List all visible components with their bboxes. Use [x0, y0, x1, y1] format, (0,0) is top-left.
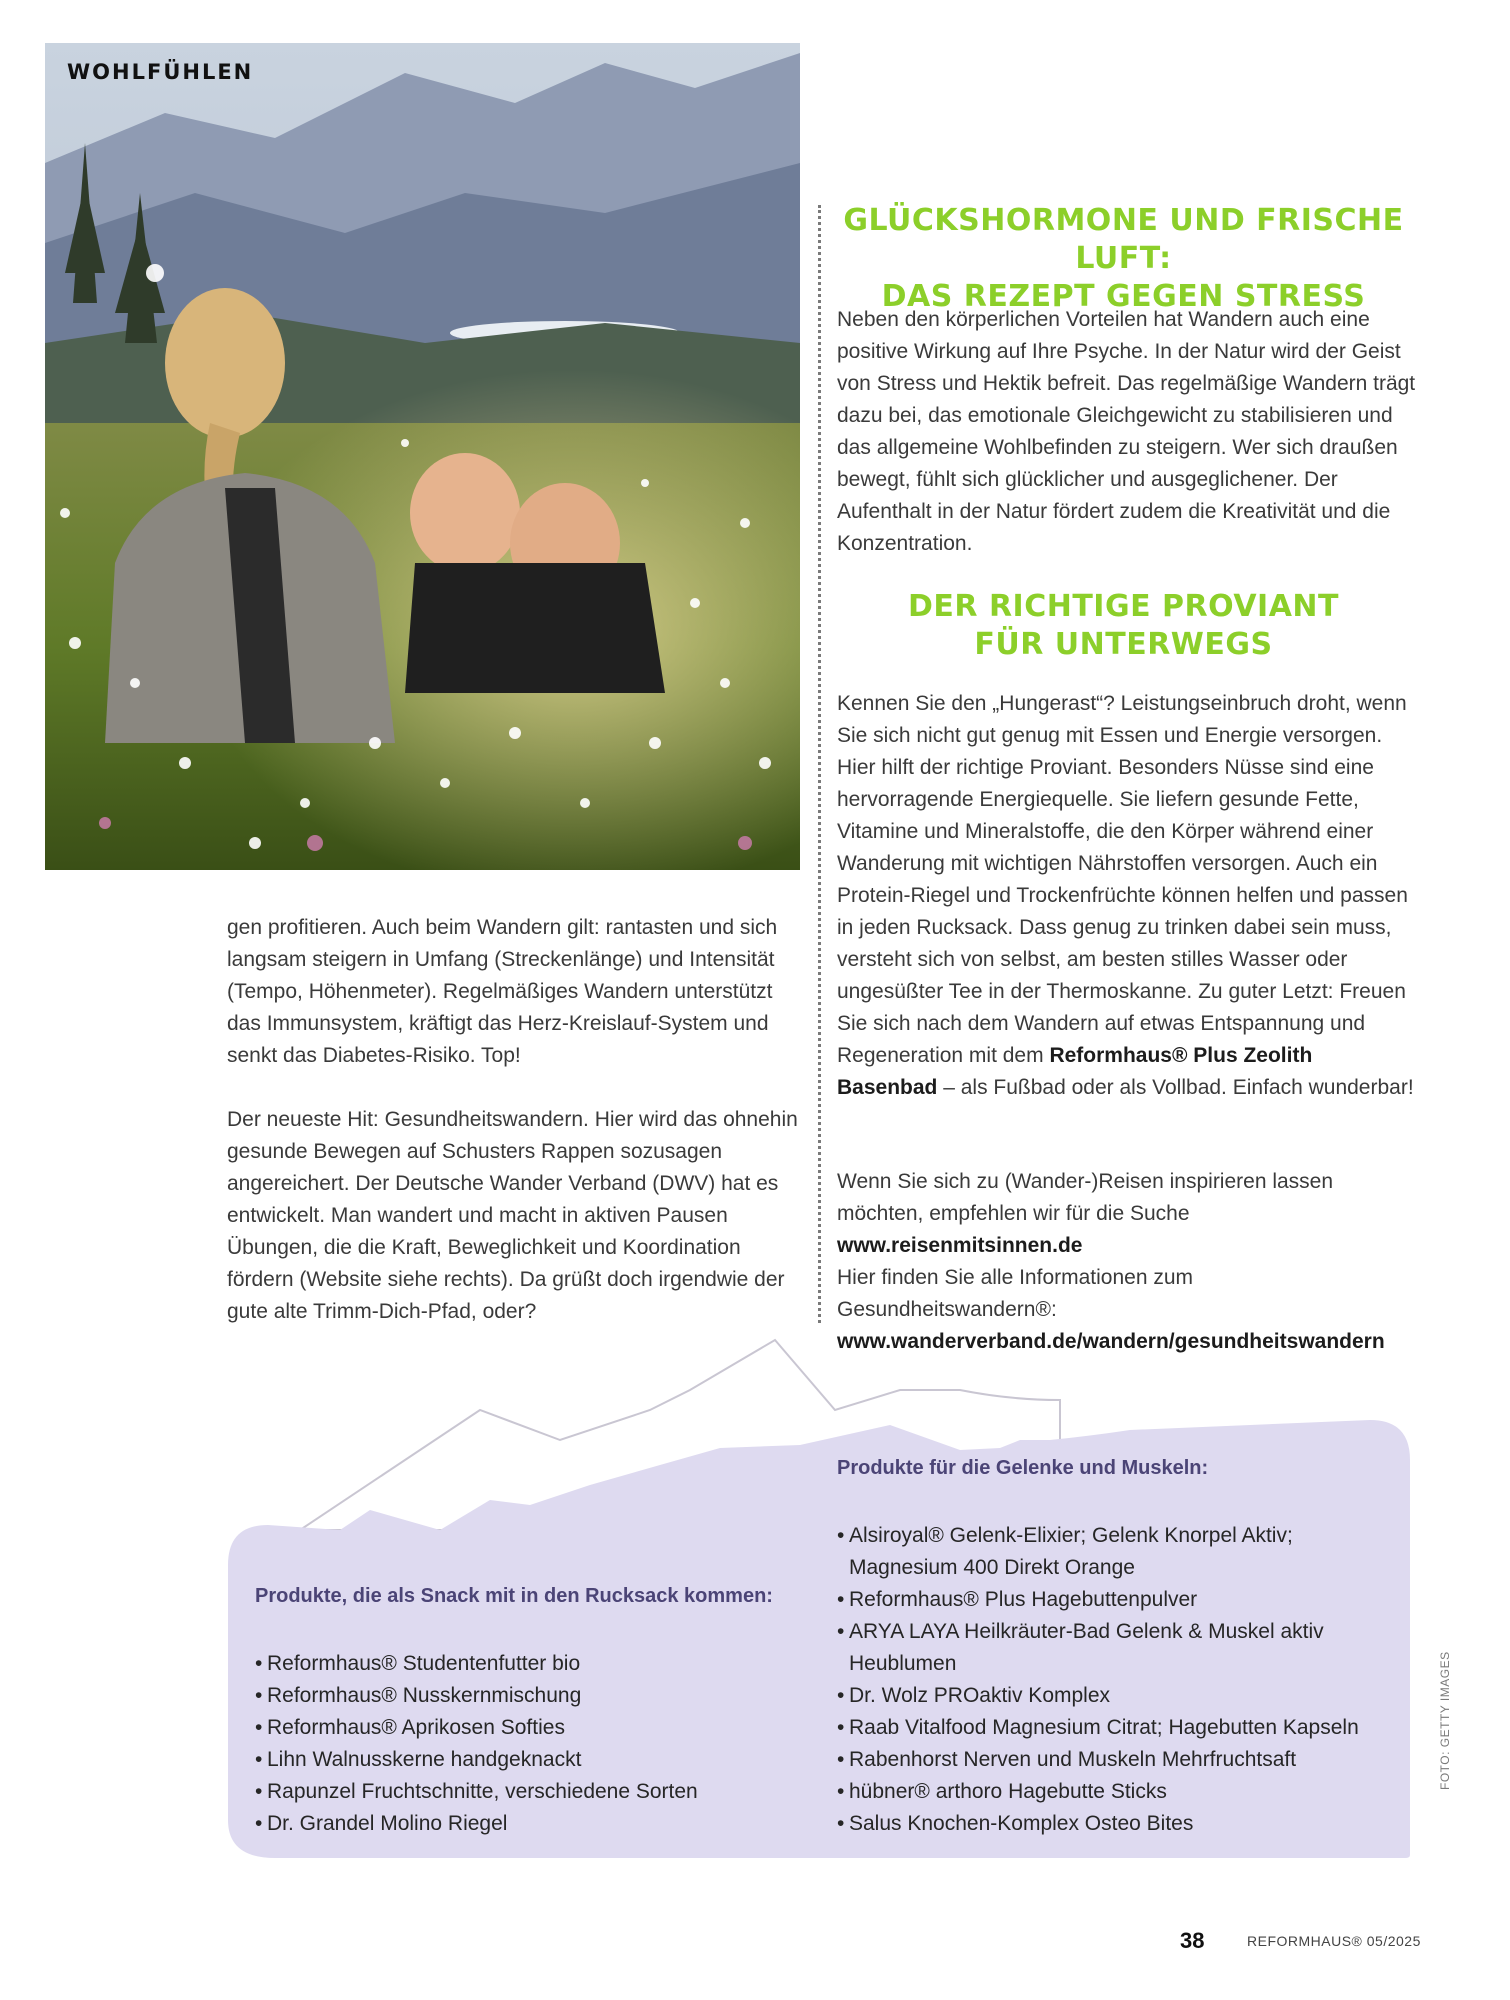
snack-item: • Rapunzel Fruchtschnitte, verschiedene Sorten	[255, 1776, 795, 1808]
right-paragraph-1-block	[837, 304, 1417, 560]
snack-item: • Reformhaus® Studentenfutter bio	[255, 1648, 795, 1680]
snack-product-list	[255, 1648, 795, 1840]
heading-proviant-line2: FÜR UNTERWEGS	[974, 627, 1273, 662]
proviant-text-end: – als Fußbad oder als Vollbad. Einfach wunderbar!	[937, 1076, 1414, 1099]
snack-item: • Reformhaus® Nusskernmischung	[255, 1680, 795, 1712]
joint-item: • Alsiroyal® Gelenk-Elixier; Gelenk Knorpel Aktiv; Magnesium 400 Direkt Orange	[837, 1520, 1377, 1584]
joint-item: • Reformhaus® Plus Hagebuttenpulver	[837, 1584, 1377, 1616]
links-intro: Wenn Sie sich zu (Wander-)Reisen inspirieren lassen möchten, empfehlen wir für die Suche	[837, 1170, 1334, 1225]
joint-item: • Dr. Wolz PROaktiv Komplex	[837, 1680, 1377, 1712]
joint-item: • Salus Knochen-Komplex Osteo Bites	[837, 1808, 1377, 1840]
joint-product-list	[837, 1520, 1377, 1840]
heading-stress	[836, 202, 1411, 316]
proviant-text-start: Kennen Sie den „Hungerast“? Leistungseinbruch droht, wenn Sie sich nicht gut genug mit Essen und Energie versorgen. Hier hilft der richtige Proviant. Besonders Nüsse sind eine hervorragende Energiequelle. Sie liefern gesunde Fette, Vitamine und Mineralstoffe, die den Körper während einer Wanderung mit wichtigen Nährstoffen versorgen. Auch ein Protein-Riegel und Trockenfrüchte können helfen und passen in jeden Rucksack. Dass genug zu trinken dabei sein muss, versteht sich von selbst, am besten stilles Wasser oder ungesüßter Tee in der Thermoskanne. Zu guter Letzt: Freuen Sie sich nach dem Wandern auf etwas Entspannung und Regeneration mit dem	[837, 692, 1408, 1067]
left-paragraph-1: gen profitieren. Auch beim Wandern gilt: rantasten und sich langsam steigern in Umfang (Streckenlänge) und Intensität (Tempo, Höhenmeter). Regelmäßiges Wandern unterstützt das Immunsystem, kräftigt das Herz-Kreislauf-System und senkt das Diabetes-Risiko. Top!	[227, 916, 778, 1067]
snack-box-title: Produkte, die als Snack mit in den Rucksack kommen:	[255, 1585, 773, 1607]
url-reisenmitsinnen[interactable]: www.reisenmitsinnen.de	[837, 1234, 1083, 1257]
joint-item: • Rabenhorst Nerven und Muskeln Mehrfruchtsaft	[837, 1744, 1377, 1776]
column-divider	[818, 205, 821, 1323]
joint-item: • hübner® arthoro Hagebutte Sticks	[837, 1776, 1377, 1808]
heading-proviant-line1: DER RICHTIGE PROVIANT	[908, 589, 1339, 624]
url-wanderverband[interactable]: www.wanderverband.de/wandern/gesundheitswandern	[837, 1330, 1385, 1353]
left-column-text	[227, 912, 802, 1328]
snack-item: • Lihn Walnusskerne handgeknackt	[255, 1744, 795, 1776]
snack-item: • Reformhaus® Aprikosen Softies	[255, 1712, 795, 1744]
heading-proviant	[836, 588, 1411, 664]
joint-item: • Raab Vitalfood Magnesium Citrat; Hagebutten Kapseln	[837, 1712, 1377, 1744]
joint-item: • ARYA LAYA Heilkräuter-Bad Gelenk & Muskel aktiv Heublumen	[837, 1616, 1377, 1680]
right-paragraph-1: Neben den körperlichen Vorteilen hat Wandern auch eine positive Wirkung auf Ihre Psyche. In der Natur wird der Geist von Stress und Hektik befreit. Das regelmäßige Wandern trägt dazu bei, das emotionale Gleichgewicht zu stabilisieren und das allgemeine Wohlbefinden zu steigern. Wer sich draußen bewegt, fühlt sich glücklicher und ausgeglichener. Der Aufenthalt in der Natur fördert zudem die Kreativität und die Konzentration.	[837, 308, 1416, 555]
heading-stress-line1: GLÜCKSHORMONE UND FRISCHE LUFT:	[843, 203, 1404, 276]
snack-item: • Dr. Grandel Molino Riegel	[255, 1808, 795, 1840]
joint-box-title: Produkte für die Gelenke und Muskeln:	[837, 1457, 1209, 1479]
section-tag: WOHLFÜHLEN	[67, 60, 254, 84]
page-number: 38	[1180, 1928, 1205, 1953]
zeolith-product-name: Reformhaus® Plus Zeolith Basenbad	[837, 1044, 1313, 1099]
photo-credit: FOTO: GETTY IMAGES	[1438, 1651, 1452, 1790]
links-info: Hier finden Sie alle Informationen zum Gesundheitswandern®:	[837, 1266, 1194, 1321]
magazine-issue: REFORMHAUS® 05/2025	[1247, 1933, 1421, 1949]
hiker-meadow-photo	[45, 43, 800, 870]
left-paragraph-2: Der neueste Hit: Gesundheitswandern. Hier wird das ohnehin gesunde Bewegen auf Schusters Rappen sozusagen angereichert. Der Deutsche Wander Verband (DWV) hat es entwickelt. Man wandert und macht in aktiven Pausen Übungen, die die Kraft, Beweglichkeit und Koordination fördern (Website siehe rechts). Da grüßt doch irgendwie der gute alte Trimm-Dich-Pfad, oder?	[227, 1108, 798, 1323]
landscape-photo-icon	[45, 43, 800, 870]
right-paragraph-2	[837, 688, 1417, 1104]
heading-stress-line2: DAS REZEPT GEGEN STRESS	[881, 279, 1366, 314]
right-paragraph-2-block	[837, 688, 1417, 1104]
